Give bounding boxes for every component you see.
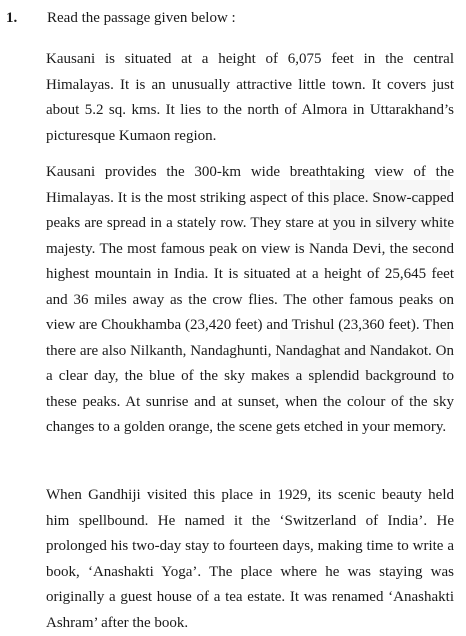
passage-paragraph-2: Kausani provides the 300-km wide breathtaking view of the Himalayas. It is the most striking aspect of this place. Snow-capped peaks are spread in a stately row. They stare at you in silvery white majesty. The most famous peak on view is Nanda Devi, the second highest mountain in India. It is situated at a height of 25,645 feet and 36 miles away as the crow flies. The other famous peaks on view are Choukhamba (23,420 feet) and Trishul (23,360 feet). Then there are also Nilkanth, Nandaghunti, Nandaghat and Nandakot. On a clear day, the blue of the sky makes a splendid background to these peaks. At sunrise and at sunset, when the colour of the sky changes to a golden orange, the scene gets etched in your memory. <box>46 164 454 435</box>
passage-paragraph-1: Kausani is situated at a height of 6,075 feet in the central Himalayas. It is an unusually attractive little town. It covers just about 5.2 sq. kms. It lies to the north of Almora in Uttarakhand’s picturesque Kumaon region. <box>46 51 454 144</box>
passage-paragraph-3: When Gandhiji visited this place in 1929, its scenic beauty held him spellbound. He named it the ‘Switzerland of India’. He prolonged his two-day stay to fourteen days, making time to write a book, ‘Anashakti Yoga’. The place where he was staying was originally a guest house of a tea estate. It was renamed ‘Anashakti Ashram’ after the book. <box>46 487 454 631</box>
question-instruction: Read the passage given below : <box>47 10 236 26</box>
question-number: 1. <box>6 10 18 26</box>
